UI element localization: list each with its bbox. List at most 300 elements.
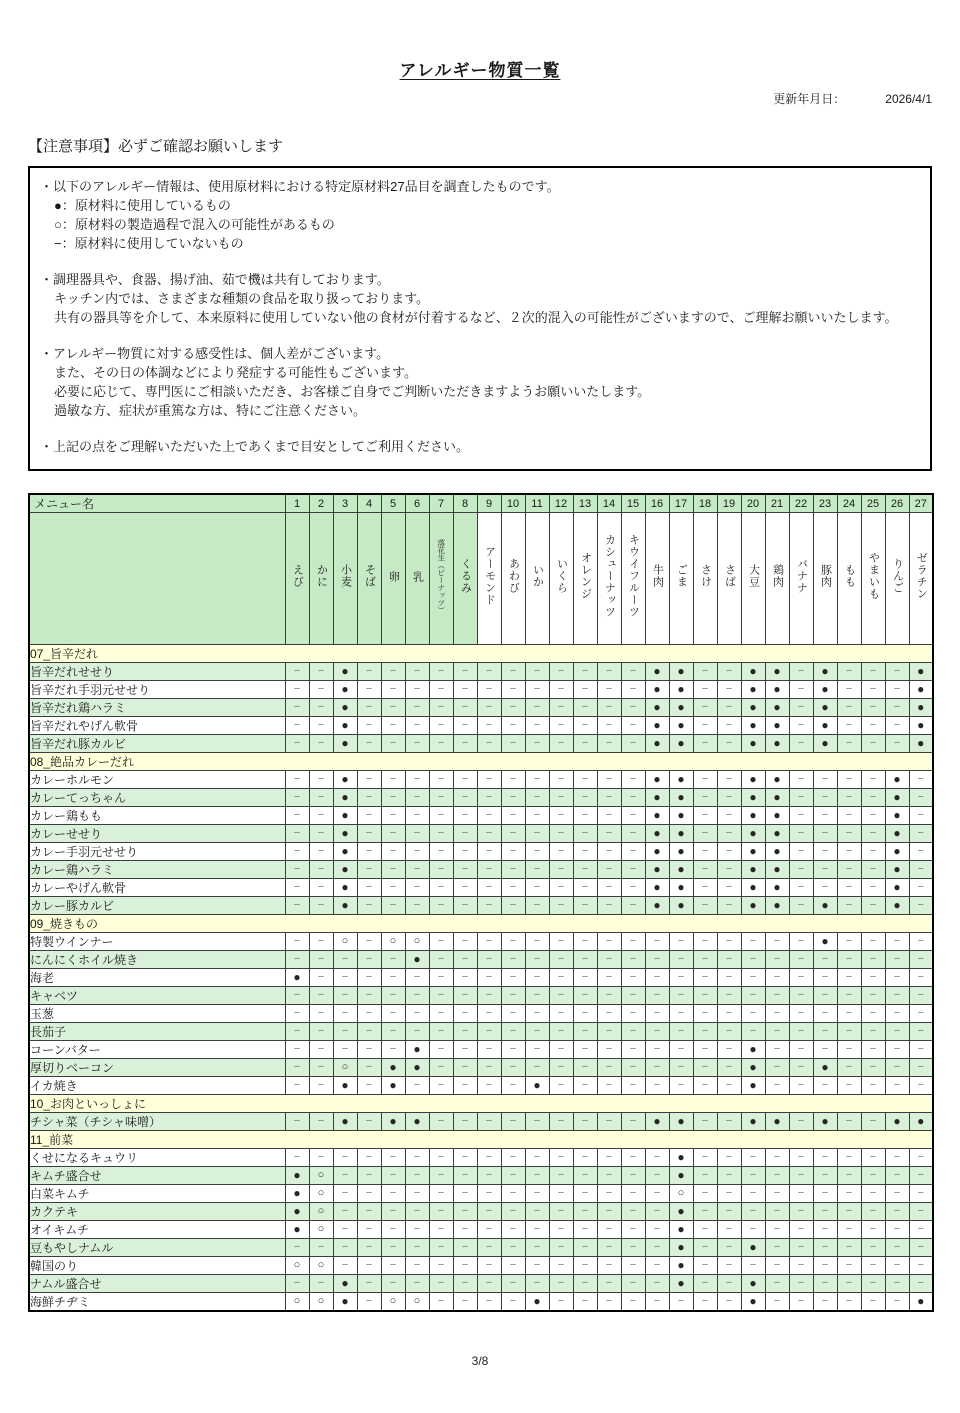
mark-none: − [597, 1257, 621, 1275]
mark-contains: ● [765, 717, 789, 735]
menu-name: 特製ウインナー [29, 933, 285, 951]
mark-none: − [477, 1275, 501, 1293]
mark-contains: ● [381, 1059, 405, 1077]
mark-none: − [837, 1005, 861, 1023]
mark-none: − [813, 1293, 837, 1312]
mark-none: − [717, 879, 741, 897]
mark-none: − [381, 843, 405, 861]
mark-none: − [573, 843, 597, 861]
section-header: 09_焼きもの [29, 915, 933, 933]
mark-none: − [477, 1113, 501, 1131]
allergen-column-header [909, 513, 933, 645]
mark-none: − [645, 1077, 669, 1095]
mark-none: − [405, 1185, 429, 1203]
mark-none: − [357, 825, 381, 843]
mark-contains: ● [765, 771, 789, 789]
mark-none: − [501, 825, 525, 843]
mark-none: − [813, 1167, 837, 1185]
mark-none: − [549, 771, 573, 789]
mark-contains: ● [669, 897, 693, 915]
column-number: 13 [573, 494, 597, 513]
column-number: 7 [429, 494, 453, 513]
mark-none: − [789, 1077, 813, 1095]
mark-none: − [285, 681, 309, 699]
mark-contains: ● [765, 825, 789, 843]
allergen-name: 牛肉 [651, 564, 664, 588]
menu-name: 厚切りベーコン [29, 1059, 285, 1077]
allergen-column-header [525, 513, 549, 645]
mark-contains: ● [333, 1275, 357, 1293]
mark-contains: ● [669, 1221, 693, 1239]
mark-contains: ● [909, 663, 933, 681]
mark-none: − [621, 897, 645, 915]
menu-row [29, 789, 933, 807]
mark-none: − [549, 843, 573, 861]
mark-none: − [693, 735, 717, 753]
column-number: 17 [669, 494, 693, 513]
menu-row [29, 843, 933, 861]
mark-none: − [765, 1239, 789, 1257]
mark-none: − [837, 1239, 861, 1257]
mark-contains: ● [285, 1203, 309, 1221]
mark-none: − [789, 1041, 813, 1059]
allergen-name: くるみ [459, 558, 472, 594]
mark-none: − [501, 843, 525, 861]
mark-contains: ● [741, 1113, 765, 1131]
mark-none: − [573, 663, 597, 681]
mark-none: − [741, 933, 765, 951]
mark-none: − [645, 1239, 669, 1257]
mark-none: − [573, 1077, 597, 1095]
mark-contains: ● [669, 699, 693, 717]
mark-none: − [765, 1023, 789, 1041]
mark-none: − [813, 1149, 837, 1167]
mark-none: − [813, 1005, 837, 1023]
mark-none: − [861, 1041, 885, 1059]
mark-none: − [357, 681, 381, 699]
mark-may-contain: ○ [309, 1185, 333, 1203]
mark-contains: ● [645, 897, 669, 915]
mark-none: − [741, 1185, 765, 1203]
mark-none: − [861, 681, 885, 699]
mark-none: − [597, 699, 621, 717]
mark-none: − [909, 807, 933, 825]
mark-contains: ● [909, 681, 933, 699]
mark-none: − [525, 1275, 549, 1293]
mark-none: − [357, 879, 381, 897]
mark-none: − [693, 681, 717, 699]
mark-contains: ● [669, 843, 693, 861]
column-number: 4 [357, 494, 381, 513]
mark-none: − [717, 861, 741, 879]
mark-contains: ● [741, 807, 765, 825]
mark-none: − [837, 1041, 861, 1059]
mark-none: − [525, 879, 549, 897]
mark-none: − [885, 1041, 909, 1059]
mark-none: − [453, 1005, 477, 1023]
notice-line: −：原材料に使用していないもの [54, 236, 244, 251]
mark-none: − [837, 1293, 861, 1312]
mark-none: − [621, 771, 645, 789]
mark-none: − [789, 843, 813, 861]
mark-may-contain: ○ [405, 933, 429, 951]
mark-contains: ● [333, 825, 357, 843]
mark-none: − [477, 825, 501, 843]
mark-none: − [429, 843, 453, 861]
mark-none: − [501, 789, 525, 807]
mark-none: − [309, 1275, 333, 1293]
mark-none: − [813, 825, 837, 843]
column-number: 24 [837, 494, 861, 513]
mark-contains: ● [741, 663, 765, 681]
menu-name: カレーホルモン [29, 771, 285, 789]
mark-none: − [717, 969, 741, 987]
mark-none: − [765, 1149, 789, 1167]
mark-none: − [453, 987, 477, 1005]
mark-none: − [285, 771, 309, 789]
mark-none: − [285, 699, 309, 717]
mark-none: − [525, 717, 549, 735]
mark-none: − [573, 1059, 597, 1077]
column-number: 18 [693, 494, 717, 513]
mark-none: − [357, 1275, 381, 1293]
mark-contains: ● [333, 663, 357, 681]
section-header: 08_絶品カレーだれ [29, 753, 933, 771]
mark-none: − [789, 1203, 813, 1221]
mark-none: − [357, 1149, 381, 1167]
mark-none: − [573, 1275, 597, 1293]
mark-none: − [813, 807, 837, 825]
mark-none: − [357, 1221, 381, 1239]
mark-none: − [477, 1257, 501, 1275]
mark-none: − [717, 1257, 741, 1275]
mark-none: − [477, 807, 501, 825]
section-header-row [29, 1131, 933, 1149]
notice-line: ・以下のアレルギー情報は、使用原材料における特定原材料27品目を調査したものです。 [40, 179, 560, 194]
mark-none: − [837, 1167, 861, 1185]
mark-none: − [789, 1221, 813, 1239]
mark-none: − [525, 951, 549, 969]
mark-none: − [789, 1113, 813, 1131]
column-number: 16 [645, 494, 669, 513]
mark-none: − [549, 735, 573, 753]
mark-none: − [909, 1059, 933, 1077]
mark-contains: ● [669, 663, 693, 681]
mark-none: − [669, 1059, 693, 1077]
mark-none: − [693, 843, 717, 861]
mark-none: − [429, 681, 453, 699]
allergen-name: いか [531, 564, 544, 588]
mark-none: − [285, 861, 309, 879]
mark-none: − [357, 951, 381, 969]
mark-none: − [861, 879, 885, 897]
mark-contains: ● [741, 1041, 765, 1059]
mark-contains: ● [333, 717, 357, 735]
notice-line: ・調理器具や、食器、揚げ油、茹で機は共有しております。 [40, 272, 390, 287]
mark-none: − [501, 987, 525, 1005]
allergen-column-header [813, 513, 837, 645]
mark-none: − [717, 1221, 741, 1239]
mark-none: − [525, 843, 549, 861]
mark-none: − [501, 1293, 525, 1312]
mark-none: − [597, 1203, 621, 1221]
mark-none: − [573, 1149, 597, 1167]
mark-may-contain: ○ [309, 1221, 333, 1239]
mark-none: − [621, 1239, 645, 1257]
mark-none: − [741, 1149, 765, 1167]
mark-none: − [693, 789, 717, 807]
mark-none: − [861, 969, 885, 987]
mark-contains: ● [333, 699, 357, 717]
mark-contains: ● [885, 771, 909, 789]
mark-contains: ● [669, 1149, 693, 1167]
mark-none: − [693, 699, 717, 717]
mark-none: − [813, 861, 837, 879]
menu-row [29, 879, 933, 897]
mark-may-contain: ○ [381, 1293, 405, 1312]
mark-may-contain: ○ [285, 1257, 309, 1275]
mark-none: − [909, 1005, 933, 1023]
mark-none: − [405, 861, 429, 879]
mark-none: − [525, 699, 549, 717]
mark-none: − [573, 1167, 597, 1185]
menu-name: カレーせせり [29, 825, 285, 843]
menu-header-spacer [29, 513, 285, 645]
mark-none: − [861, 1023, 885, 1041]
mark-none: − [885, 933, 909, 951]
allergen-column-header [861, 513, 885, 645]
updated-date-label: 更新年月日： [773, 92, 846, 106]
mark-none: − [885, 1077, 909, 1095]
column-number: 15 [621, 494, 645, 513]
menu-name: 白菜キムチ [29, 1185, 285, 1203]
mark-none: − [381, 1221, 405, 1239]
updated-date-value: 2026/4/1 [885, 92, 932, 106]
allergen-name: アーモンド [483, 546, 496, 606]
mark-none: − [813, 1221, 837, 1239]
mark-none: − [309, 807, 333, 825]
mark-none: − [837, 1023, 861, 1041]
mark-none: − [909, 1275, 933, 1293]
mark-none: − [405, 807, 429, 825]
mark-may-contain: ○ [333, 1059, 357, 1077]
mark-may-contain: ○ [333, 933, 357, 951]
mark-none: − [837, 1113, 861, 1131]
mark-none: − [837, 771, 861, 789]
mark-contains: ● [885, 789, 909, 807]
column-number: 12 [549, 494, 573, 513]
mark-none: − [549, 1167, 573, 1185]
mark-none: − [333, 1221, 357, 1239]
mark-may-contain: ○ [309, 1293, 333, 1312]
mark-contains: ● [645, 879, 669, 897]
mark-none: − [477, 1005, 501, 1023]
mark-may-contain: ○ [309, 1257, 333, 1275]
mark-none: − [861, 1149, 885, 1167]
mark-contains: ● [765, 879, 789, 897]
mark-none: − [477, 1293, 501, 1312]
mark-none: − [309, 1239, 333, 1257]
mark-none: − [597, 717, 621, 735]
mark-none: − [885, 1257, 909, 1275]
mark-none: − [693, 1257, 717, 1275]
mark-none: − [453, 969, 477, 987]
mark-none: − [645, 1185, 669, 1203]
mark-contains: ● [669, 825, 693, 843]
mark-none: − [573, 969, 597, 987]
mark-none: − [549, 663, 573, 681]
mark-none: − [549, 933, 573, 951]
mark-none: − [453, 1113, 477, 1131]
mark-none: − [357, 969, 381, 987]
mark-none: − [861, 1185, 885, 1203]
mark-none: − [357, 1113, 381, 1131]
mark-none: − [621, 879, 645, 897]
menu-name: キャベツ [29, 987, 285, 1005]
mark-contains: ● [645, 681, 669, 699]
mark-none: − [669, 1293, 693, 1312]
menu-row [29, 969, 933, 987]
mark-none: − [405, 1077, 429, 1095]
mark-none: − [453, 1041, 477, 1059]
mark-none: − [429, 717, 453, 735]
mark-none: − [645, 1005, 669, 1023]
mark-none: − [885, 1167, 909, 1185]
mark-none: − [621, 1041, 645, 1059]
mark-none: − [597, 735, 621, 753]
mark-none: − [789, 807, 813, 825]
mark-contains: ● [285, 969, 309, 987]
mark-none: − [837, 951, 861, 969]
mark-none: − [597, 1149, 621, 1167]
mark-none: − [693, 1203, 717, 1221]
mark-none: − [885, 1023, 909, 1041]
allergen-column-header [645, 513, 669, 645]
mark-contains: ● [741, 717, 765, 735]
notice-line: ○：原材料の製造過程で混入の可能性があるもの [54, 217, 335, 232]
mark-none: − [861, 663, 885, 681]
mark-none: − [573, 951, 597, 969]
allergen-column-header [669, 513, 693, 645]
menu-name: 旨辛だれ手羽元せせり [29, 681, 285, 699]
mark-none: − [909, 1041, 933, 1059]
mark-none: − [789, 699, 813, 717]
mark-none: − [357, 1023, 381, 1041]
mark-none: − [309, 861, 333, 879]
mark-none: − [405, 1023, 429, 1041]
mark-none: − [621, 1167, 645, 1185]
mark-none: − [909, 1221, 933, 1239]
mark-contains: ● [669, 1167, 693, 1185]
allergen-name: バナナ [795, 558, 808, 594]
mark-none: − [813, 1041, 837, 1059]
mark-none: − [909, 1077, 933, 1095]
mark-none: − [597, 807, 621, 825]
mark-none: − [357, 807, 381, 825]
mark-none: − [861, 1167, 885, 1185]
mark-none: − [861, 1077, 885, 1095]
mark-none: − [501, 1113, 525, 1131]
mark-none: − [549, 1005, 573, 1023]
mark-none: − [885, 1059, 909, 1077]
mark-contains: ● [813, 663, 837, 681]
mark-none: − [285, 1059, 309, 1077]
mark-none: − [573, 1257, 597, 1275]
mark-none: − [789, 1023, 813, 1041]
mark-contains: ● [765, 663, 789, 681]
mark-none: − [405, 1239, 429, 1257]
mark-none: − [837, 663, 861, 681]
mark-none: − [381, 825, 405, 843]
mark-none: − [453, 825, 477, 843]
mark-none: − [765, 1275, 789, 1293]
allergen-column-header [837, 513, 861, 645]
mark-none: − [909, 861, 933, 879]
mark-none: − [453, 663, 477, 681]
mark-contains: ● [909, 699, 933, 717]
mark-none: − [477, 771, 501, 789]
mark-none: − [597, 771, 621, 789]
mark-none: − [525, 1167, 549, 1185]
menu-row [29, 1239, 933, 1257]
allergen-column-header [405, 513, 429, 645]
mark-none: − [453, 681, 477, 699]
mark-none: − [573, 879, 597, 897]
column-number: 2 [309, 494, 333, 513]
mark-none: − [453, 843, 477, 861]
allergen-table [28, 493, 934, 1312]
mark-none: − [813, 1077, 837, 1095]
mark-none: − [477, 1221, 501, 1239]
mark-none: − [309, 1113, 333, 1131]
mark-none: − [333, 1023, 357, 1041]
mark-none: − [477, 987, 501, 1005]
mark-none: − [717, 1275, 741, 1293]
mark-none: − [885, 987, 909, 1005]
mark-none: − [597, 1113, 621, 1131]
mark-contains: ● [333, 1293, 357, 1312]
mark-none: − [285, 825, 309, 843]
mark-none: − [789, 987, 813, 1005]
allergen-name: もも [843, 564, 856, 588]
mark-none: − [837, 1257, 861, 1275]
mark-none: − [861, 699, 885, 717]
mark-none: − [525, 735, 549, 753]
menu-row [29, 699, 933, 717]
mark-none: − [285, 897, 309, 915]
mark-none: − [645, 1221, 669, 1239]
mark-contains: ● [645, 1113, 669, 1131]
mark-none: − [573, 807, 597, 825]
column-number: 27 [909, 494, 933, 513]
mark-none: − [477, 699, 501, 717]
mark-none: − [885, 1239, 909, 1257]
mark-none: − [285, 933, 309, 951]
mark-none: − [837, 861, 861, 879]
mark-none: − [501, 1023, 525, 1041]
mark-none: − [405, 699, 429, 717]
mark-none: − [453, 1239, 477, 1257]
mark-none: − [621, 1059, 645, 1077]
menu-row [29, 1077, 933, 1095]
mark-none: − [549, 1203, 573, 1221]
mark-none: − [525, 987, 549, 1005]
allergen-column-header [765, 513, 789, 645]
mark-none: − [477, 951, 501, 969]
mark-none: − [717, 1005, 741, 1023]
mark-none: − [285, 879, 309, 897]
menu-row [29, 1149, 933, 1167]
